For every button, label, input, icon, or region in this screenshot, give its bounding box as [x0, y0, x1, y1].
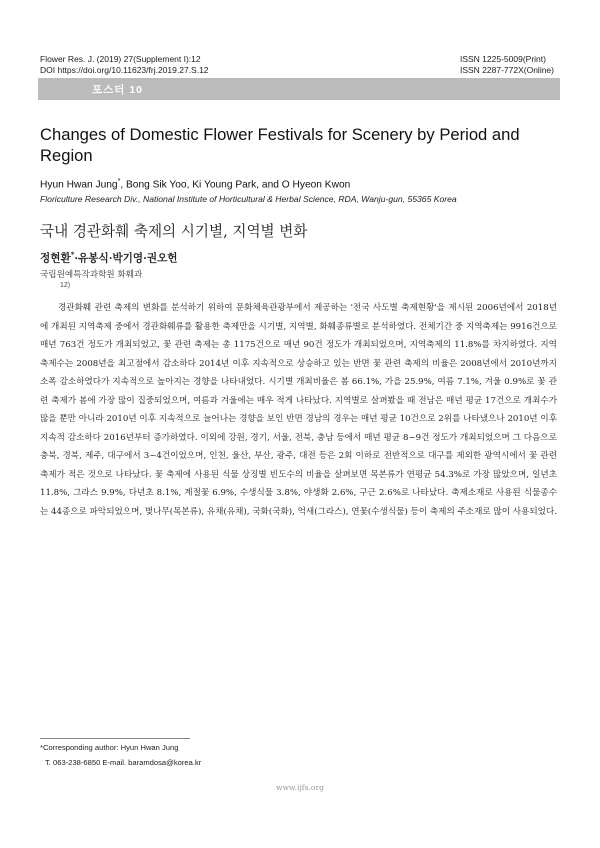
authors-ko — [40, 250, 178, 266]
footnote-divider — [40, 738, 190, 739]
authors-en — [40, 178, 350, 190]
author-first: Hyun Hwan Jung — [40, 179, 118, 191]
corresponding-author-note: *Corresponding author: Hyun Hwan Jung — [40, 743, 179, 752]
section-label: 포스터 10 — [92, 84, 144, 96]
affiliation-footnote-mark: 12) — [60, 282, 71, 289]
journal-website: www.ijfs.org — [276, 783, 324, 792]
author-ko-rest: ·유봉식·박기영·권오헌 — [74, 252, 178, 265]
paper-title-en: Changes of Domestic Flower Festivals for Scenery by Period and Region — [40, 125, 520, 165]
affiliation-en: Floriculture Research Div., National Institute of Horticultural & Herbal Science, RDA, Wanju-gun, 55365 Korea — [40, 194, 457, 204]
affiliation-ko: 국립원예특작과학원 화훼과 — [40, 270, 143, 280]
corresponding-mark: * — [117, 178, 121, 185]
journal-citation: Flower Res. J. (2019) 27(Supplement I):12 — [40, 54, 201, 64]
author-rest: , Bong Sik Yoo, Ki Young Park, and O Hyeon Kwon — [120, 179, 351, 191]
journal-header-left — [40, 54, 209, 76]
contact-info: T. 063-238-6850 E-mail. baramdosa@korea.kr — [45, 758, 202, 767]
paper-title-ko: 국내 경관화훼 축제의 시기별, 지역별 변화 — [40, 223, 308, 240]
author-ko-first: 정현환 — [40, 252, 71, 265]
corresponding-mark-ko: * — [70, 250, 75, 259]
issn-online: ISSN 2287-772X(Online) — [459, 65, 554, 75]
doi-line: DOI https://doi.org/10.11623/frj.2019.27.S.12 — [40, 65, 209, 75]
journal-header-right — [460, 54, 554, 76]
abstract-body: 경관화훼 관련 축제의 변화를 분석하기 위하여 문화체육관광부에서 제공하는 '전국 사도별 축제현황'을 제시된 2006년에서 2018년에 개최된 지역축제 중에서 경관화훼류를 활용한 축제만을 시기별, 지역별, 화훼종류별로 분석하였다. 전체기간 중 지역축제는 9916건으로 매년 763건 정도가 개최되었고, 꽃 관련 축제는 총 1175건으로 매년 90건 정도가 개최되었으며, 지역축제의 11.8%를 차지하였다. 지역축제수는 2008년을 최고점에서 감소하다 2014년 이후 지속적으로 상승하고 있는 반면 꽃 관련 축제의 비율은 2008년에서 2010년까지 소폭 감소하였다가 지속적으로 높아지는 경향을 나타내었다. 시기별 개최비율은 봄 66.1%, 가을 25.9%, 여름 7.1%, 겨울 0.9%로 꽃 관련 축제가 봄에 가장 많이 집중되었으며, 여름과 겨울에는 매우 적게 나타났다. 지역별로 살펴봤을 때 전남은 매년 평균 17건으로 개최수가 많을 뿐만 아니라 2010년 이후 지속적으로 늘어나는 경향을 보인 반면 경남의 경우는 매년 평균 10건으로 2위를 나타냈으나 2010년 이후 지속적 감소하다 2016년부터 증가하였다. 이외에 강원, 경기, 서울, 전북, 충남 등에서 매년 평균 8~9건 정도가 개최되었으며 그 다음으로 충북, 경북, 제주, 대구에서 3~4건이었으며, 인천, 울산, 부산, 광주, 대전 등은 2회 이하로 전반적으로 대구를 제외한 광역시에서 꽃 관련 축제가 적은 것으로 나타났다. 꽃 축제에 사용된 식물 상징별 빈도수의 비율을 살펴보면 목본류가 연평균 54.3%로 가장 많았으며, 일년초 11.8%, 그라스 9.9%, 다년초 8.1%, 계절꽃 6.9%, 수생식물 3.8%, 야생화 2.6%, 구근 2.6%로 나타났다. 축제소재로 사용된 식물종수는 44종으로 파악되었으며, 벚나무(목본류), 유채(유채), 국화(국화), 억새(그라스), 연꽃(수생식물) 등이 축제의 주소재로 많이 사용되었다. — [40, 303, 558, 518]
issn-print: ISSN 1225-5009(Print) — [459, 54, 546, 64]
